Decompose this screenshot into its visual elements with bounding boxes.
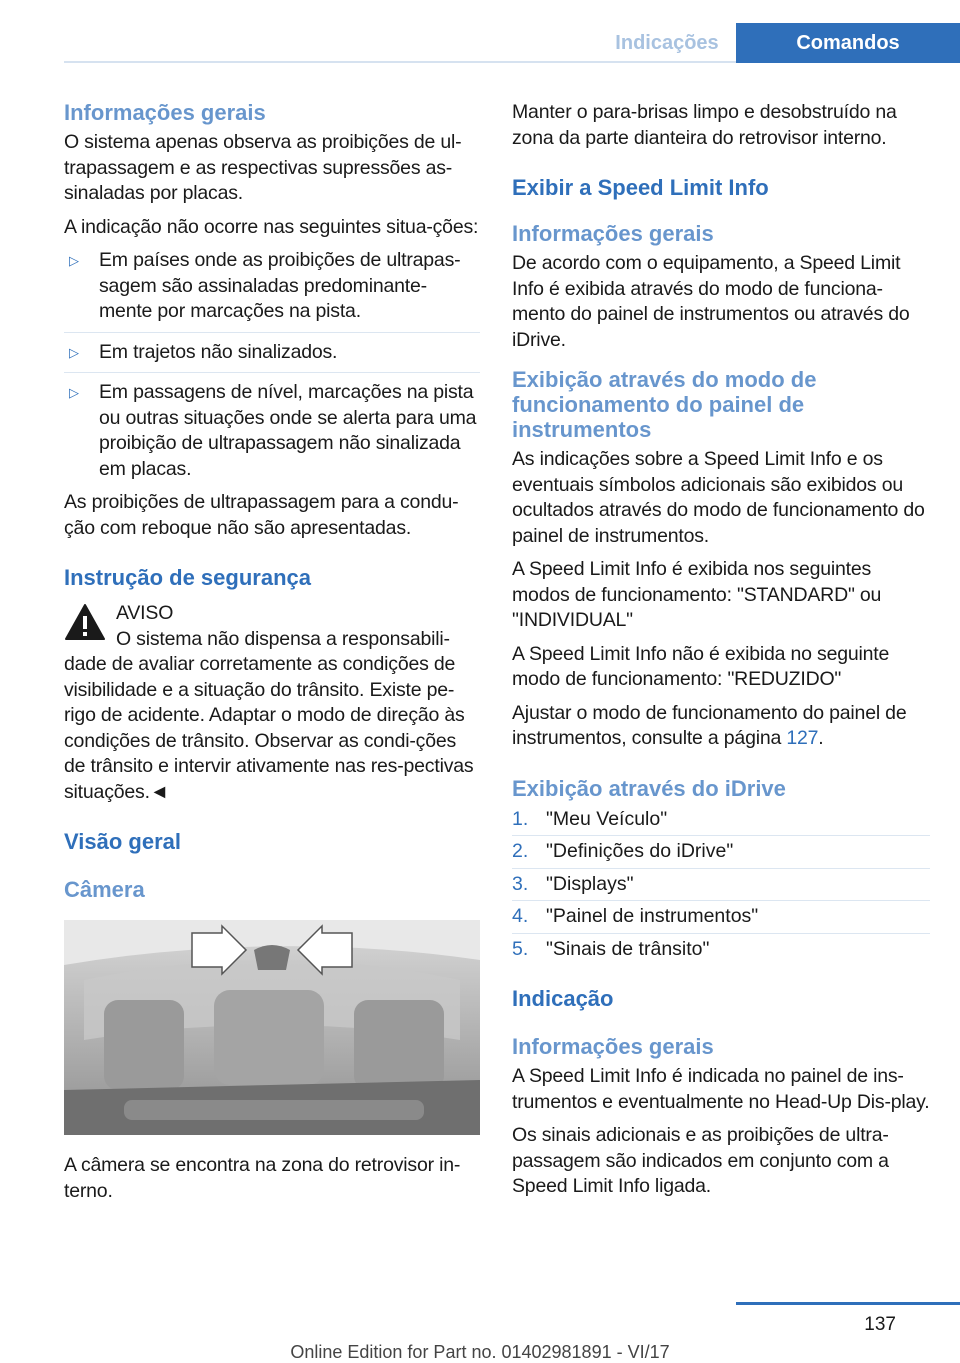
warning-triangle-icon: [64, 603, 106, 641]
list-item: [64, 340, 480, 366]
list-item: [512, 839, 930, 865]
left-column: [64, 100, 480, 1204]
tab-indicacoes[interactable]: Indicações: [615, 32, 719, 54]
warning-text: dade de avaliar corretamente as condições de visibilidade e a situação do trânsito. Existe pe-rigo de acidente. Adaptar o modo de direção às condições de trânsito. Observar as condi-ções de trânsito e intervir ativamente nas res-pectivas situações.◄: [64, 653, 474, 803]
paragraph: Manter o para-brisas limpo e desobstruído na zona da parte dianteira do retrovisor interno.: [512, 101, 897, 149]
divider: [64, 372, 480, 373]
image-caption: A câmera se encontra na zona do retrovisor in-terno.: [64, 1154, 461, 1202]
paragraph: A Speed Limit Info é indicada no painel de ins-trumentos e eventualmente no Head-Up Dis-play.: [512, 1065, 930, 1113]
list-item-text: Em passagens de nível, marcações na pista ou outras situações onde se alerta para uma proibição de ultrapassagem não sinalizada em placas.: [99, 381, 477, 480]
camera-location-image: [64, 920, 480, 1135]
page-link[interactable]: 127: [786, 727, 819, 749]
heading-informacoes-gerais: Informações gerais: [64, 100, 266, 125]
heading-camera: Câmera: [64, 877, 145, 902]
step-text: "Displays": [546, 872, 634, 895]
bullet-list: [64, 248, 480, 482]
step-number: 4.: [512, 905, 529, 927]
heading-informacoes-gerais: Informações gerais: [512, 1034, 714, 1059]
triangle-bullet-icon: ▷: [69, 344, 79, 360]
page-number-bar: [736, 1302, 960, 1305]
right-column: [512, 100, 930, 1200]
list-item-text: Em trajetos não sinalizados.: [99, 340, 338, 363]
triangle-bullet-icon: ▷: [69, 385, 79, 400]
heading-indicacao: Indicação: [512, 986, 614, 1011]
text: Ajustar o modo de funcionamento do painel de instrumentos, consulte a página: [512, 701, 907, 749]
heading-visao-geral: Visão geral: [64, 829, 181, 854]
list-item: [512, 807, 930, 833]
paragraph: A Speed Limit Info é exibida nos seguintes modos de funcionamento: "STANDARD" ou "INDIVIDUAL": [512, 558, 882, 631]
heading-exibicao-modo: Exibição através do modo de funcionamento do painel de instrumentos: [512, 367, 817, 442]
list-item: [64, 380, 480, 482]
divider: [512, 835, 930, 836]
heading-exibir-speed-limit: Exibir a Speed Limit Info: [512, 175, 769, 200]
list-item: [512, 937, 930, 963]
paragraph: As indicações sobre a Speed Limit Info e os eventuais símbolos adicionais são exibidos ou ocultados através do modo de funcionamento do painel de instrumentos.: [512, 448, 925, 547]
step-number: 1.: [512, 807, 529, 830]
warning-block: [64, 601, 480, 805]
text: .: [818, 727, 824, 749]
header-rule-active: [736, 61, 960, 63]
divider: [64, 332, 480, 333]
list-item: [512, 872, 930, 898]
paragraph: As proibições de ultrapassagem para a condu-ção com reboque não são apresentadas.: [64, 491, 459, 539]
list-item-text: Em países onde as proibições de ultrapas-sagem são assinaladas predominante-mente por marcações na pista.: [99, 249, 461, 322]
step-number: 3.: [512, 872, 529, 895]
list-item: [64, 248, 480, 325]
warning-title: AVISO: [116, 602, 174, 624]
page-number: 137: [864, 1314, 896, 1335]
footer-edition: Online Edition for Part no. 01402981891 - VI/17: [290, 1342, 670, 1362]
divider: [512, 933, 930, 934]
paragraph: O sistema apenas observa as proibições de ul-trapassagem e as respectivas supressões as-sinaladas por placas.: [64, 131, 462, 204]
divider: [512, 868, 930, 869]
warning-line: O sistema não dispensa a responsabili-: [116, 627, 450, 650]
divider: [512, 900, 930, 901]
step-text: "Definições do iDrive": [546, 840, 734, 862]
list-item: [512, 904, 930, 930]
paragraph: De acordo com o equipamento, a Speed Limit Info é exibida através do modo de funciona-mento do painel de instrumentos ou através do iDrive.: [512, 252, 910, 351]
heading-instrucao-seguranca: Instrução de segurança: [64, 565, 311, 590]
heading-informacoes-gerais: Informações gerais: [512, 221, 714, 246]
step-text: "Sinais de trânsito": [546, 937, 710, 960]
step-number: 2.: [512, 840, 529, 862]
steps-list: [512, 807, 930, 963]
tab-comandos[interactable]: Comandos: [736, 23, 960, 63]
step-number: 5.: [512, 937, 529, 960]
paragraph: A indicação não ocorre nas seguintes situa-ções:: [64, 215, 479, 238]
step-text: "Meu Veículo": [546, 807, 668, 830]
triangle-bullet-icon: ▷: [69, 253, 79, 268]
step-text: "Painel de instrumentos": [546, 905, 759, 927]
heading-exibicao-idrive: Exibição através do iDrive: [512, 775, 786, 801]
paragraph: Os sinais adicionais e as proibições de ultra-passagem são indicados em conjunto com a Speed Limit Info ligada.: [512, 1124, 889, 1197]
paragraph: [512, 701, 930, 752]
paragraph: A Speed Limit Info não é exibida no seguinte modo de funcionamento: "REDUZIDO": [512, 642, 890, 690]
